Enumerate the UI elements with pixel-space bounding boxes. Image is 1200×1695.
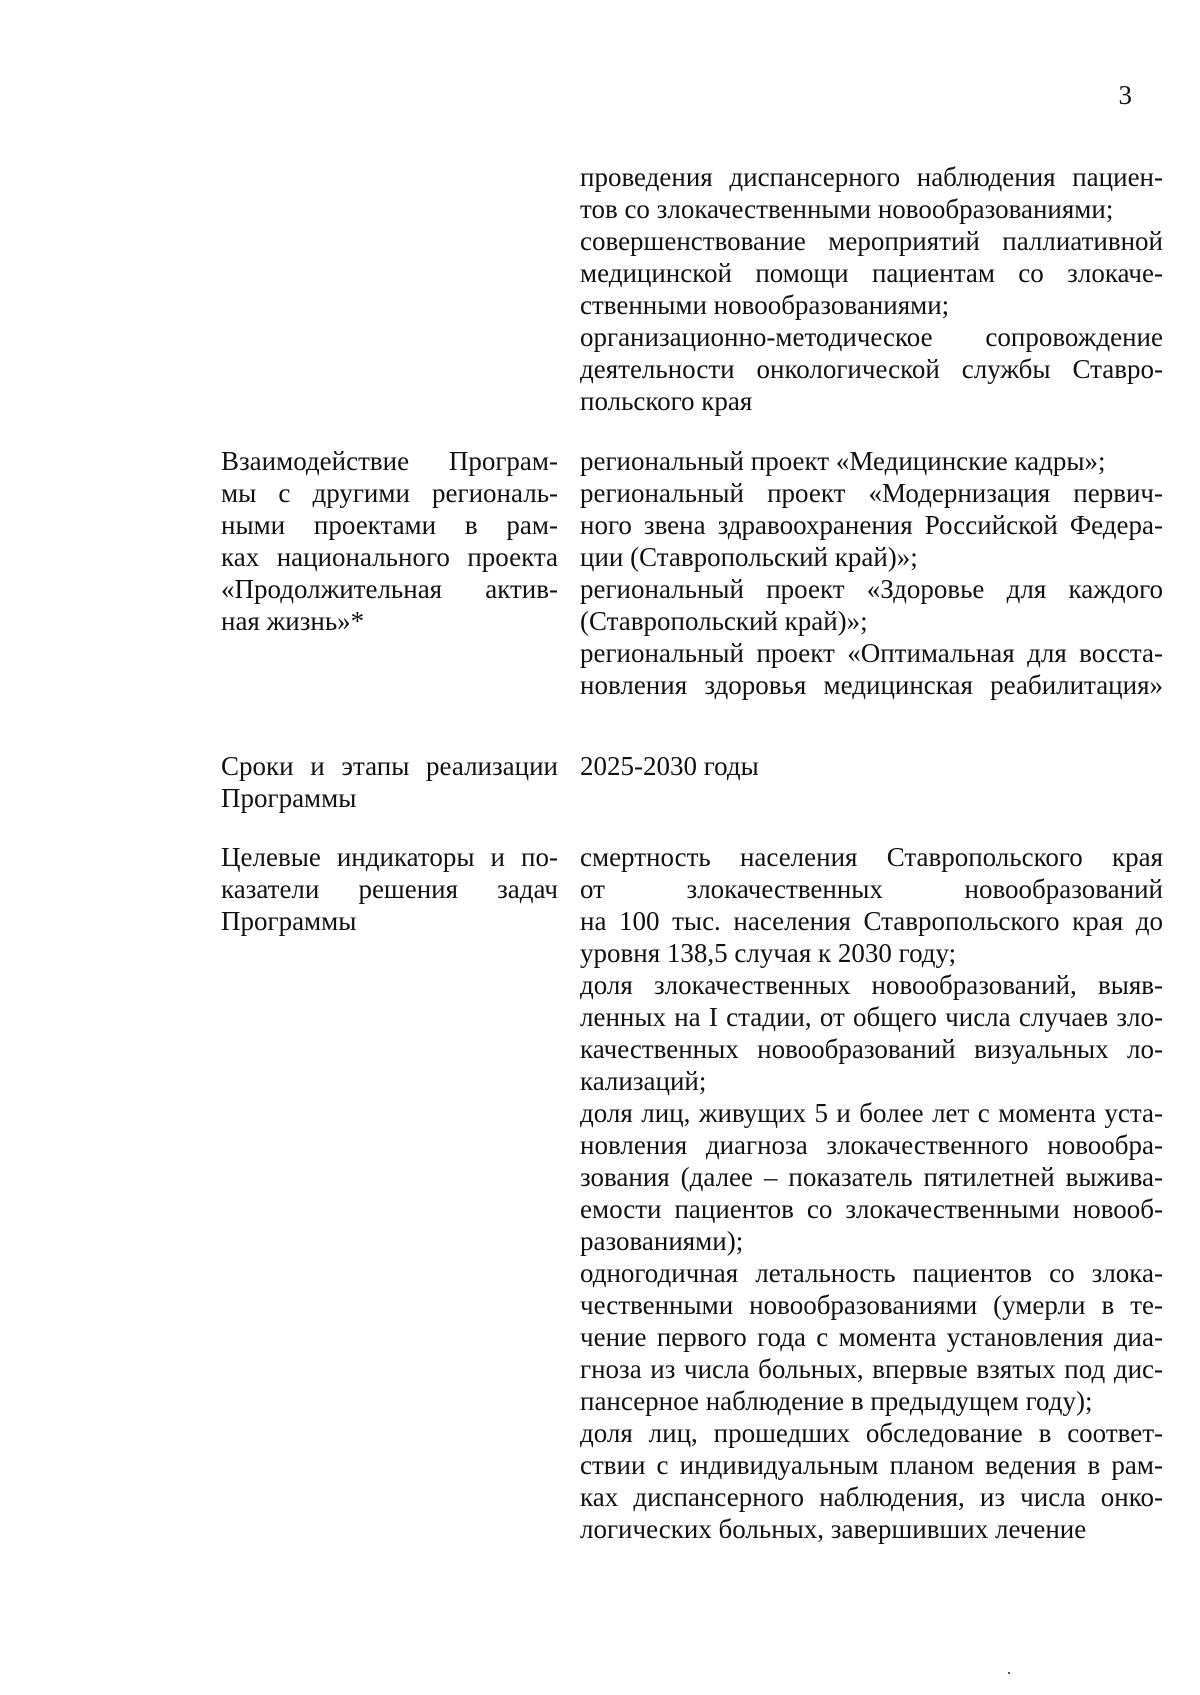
row-content-line: 2025-2030 годы [580,751,759,781]
row-content-line: новления здоровья медицинская реабилитация» [580,670,1163,700]
row-content-line: от злокачественных новообразований [580,874,1163,904]
row-content-line: новления диагноза злокачественного новообра- [580,1130,1163,1160]
row-content-line: доля злокачественных новообразований, выяв- [580,970,1163,1000]
page-number: 3 [1118,80,1132,110]
intro-line: деятельности онкологической службы Ставро- [580,354,1163,384]
row-content-line: уровня 138,5 случая к 2030 году; [580,938,957,968]
row-label-line: казатели решения задач [221,874,558,904]
row-content-line: ного звена здравоохранения Российской Федера- [580,510,1163,540]
row-label-line: ная жизнь»* [221,606,365,636]
row-content-line: одногодичная летальность пациентов со злока- [580,1258,1163,1288]
row-label-line: Сроки и этапы реализации [221,751,558,781]
row-content-line: на 100 тыс. населения Ставропольского края до [580,906,1163,936]
row-content-line: ствии с индивидуальным планом ведения в рам- [580,1450,1163,1480]
row-content-line: зования (далее – показатель пятилетней выжива- [580,1162,1163,1192]
row-content-line: разованиями); [580,1226,744,1256]
scan-speck [1008,1672,1010,1674]
intro-line: проведения диспансерного наблюдения пациен- [580,162,1163,192]
row-content-line: гноза из числа больных, впервые взятых под дис- [580,1354,1163,1384]
row-content-line: (Ставропольский край)»; [580,606,868,636]
row-label-line: Программы [221,906,357,936]
row-content-line: доля лиц, живущих 5 и более лет с момента уста- [580,1098,1163,1128]
row-content-line: чественными новообразованиями (умерли в те- [580,1290,1163,1320]
row-content-line: региональный проект «Медицинские кадры»; [580,446,1106,476]
intro-line: ственными новообразованиями; [580,290,950,320]
row-label-line: «Продолжительная актив- [221,574,558,604]
row-label-line: ными проектами в рам- [221,510,558,540]
row-label-line: Программы [221,783,357,813]
row-content-line: чение первого года с момента установления диа- [580,1322,1163,1352]
row-content-line: ках диспансерного наблюдения, из числа онко- [580,1482,1163,1512]
row-content-line: доля лиц, прошедших обследование в соответ- [580,1418,1163,1448]
row-content-line: региональный проект «Здоровье для каждого [580,574,1163,604]
row-content-line: ции (Ставропольский край)»; [580,542,918,572]
row-label-line: мы с другими региональ- [221,478,558,508]
row-label-line: Взаимодействие Програм- [221,446,558,476]
row-content-line: кализаций; [580,1066,707,1096]
intro-line: медицинской помощи пациентам со злокаче- [580,258,1163,288]
intro-line: совершенствование мероприятий паллиативной [580,226,1163,256]
row-content-line: региональный проект «Модернизация первич- [580,478,1163,508]
intro-line: организационно-методическое сопровождение [580,322,1163,352]
intro-line: польского края [580,386,753,416]
row-content-line: ленных на I стадии, от общего числа случаев зло- [580,1002,1163,1032]
row-label-line: ках национального проекта [221,542,558,572]
intro-line: тов со злокачественными новообразованиями; [580,194,1114,224]
row-content-line: смертность населения Ставропольского края [580,842,1163,872]
row-content-line: качественных новообразований визуальных ло- [580,1034,1163,1064]
row-content-line: емости пациентов со злокачественными новооб- [580,1194,1163,1224]
row-content-line: региональный проект «Оптимальная для восста- [580,638,1163,668]
row-content-line: пансерное наблюдение в предыдущем году); [580,1386,1093,1416]
row-label-line: Целевые индикаторы и по- [221,842,558,872]
row-content-line: логических больных, завершивших лечение [580,1514,1087,1544]
